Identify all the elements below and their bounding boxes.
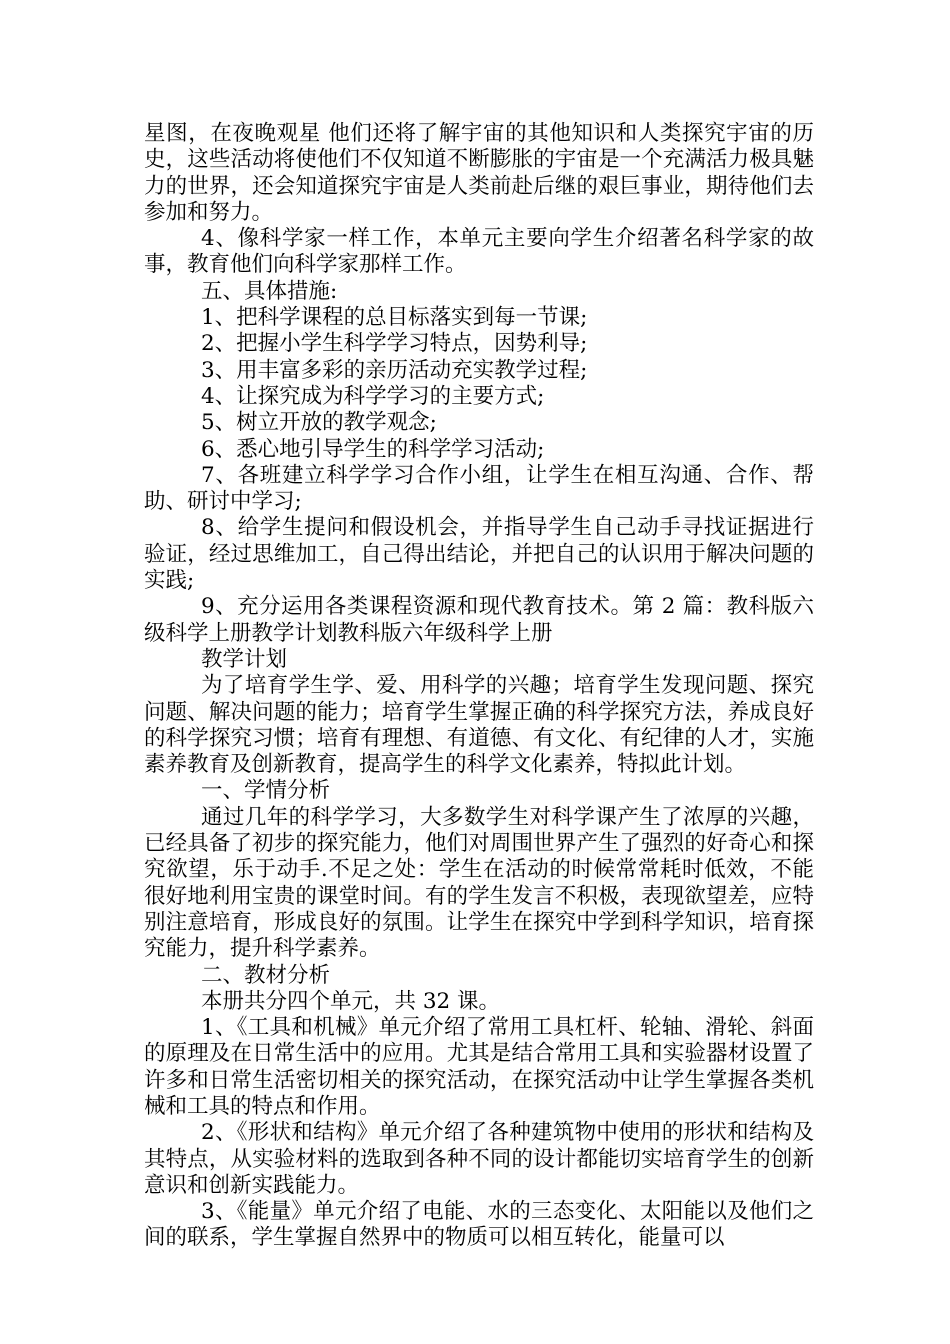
section-heading: 五、具体措施:: [201, 278, 338, 304]
section-heading: 二、教材分析: [201, 962, 331, 988]
list-item: 2、《形状和结构》单元介绍了各种建筑物中使用的形状和结构及其特点，从实验材料的选取到各种不同的设计都能切实培育学生的创新意识和创新实践能力。: [144, 1120, 814, 1198]
list-item: 3、用丰富多彩的亲历活动充实教学过程;: [201, 357, 588, 383]
list-item: 2、把握小学生科学学习特点，因势利导;: [201, 331, 588, 357]
list-item: 7、各班建立科学学习合作小组，让学生在相互沟通、合作、帮助、研讨中学习;: [144, 462, 814, 515]
document-page: [144, 121, 814, 1252]
paragraph: 通过几年的科学学习，大多数学生对科学课产生了浓厚的兴趣，已经具备了初步的探究能力，他们对周围世界产生了强烈的好奇心和探究欲望，乐于动手.不足之处：学生在活动的时候常常耗时低效，不能很好地利用宝贵的课堂时间。有的学生发言不积极，表现欲望差，应特别注意培育，形成良好的氛围。让学生在探究中学到科学知识，培育探究能力，提升科学素养。: [144, 804, 814, 962]
section-heading: 教学计划: [201, 646, 288, 672]
section-heading: 一、学情分析: [201, 778, 331, 804]
list-item: 9、充分运用各类课程资源和现代教育技术。第 2 篇：教科版六级科学上册教学计划教科版六年级科学上册: [144, 594, 814, 646]
paragraph: 4、像科学家一样工作，本单元主要向学生介绍著名科学家的故事，教育他们向科学家那样工作。: [144, 226, 814, 278]
list-item: 8、给学生提问和假设机会，并指导学生自己动手寻找证据进行验证，经过思维加工，自己得出结论，并把自己的认识用于解决问题的实践;: [144, 515, 814, 594]
list-item: 5、树立开放的教学观念;: [201, 410, 437, 436]
list-item: 3、《能量》单元介绍了电能、水的三态变化、太阳能以及他们之间的联系，学生掌握自然界中的物质可以相互转化，能量可以: [144, 1199, 814, 1251]
list-item: 4、让探究成为科学学习的主要方式;: [201, 383, 545, 409]
list-item: 1、《工具和机械》单元介绍了常用工具杠杆、轮轴、滑轮、斜面的原理及在日常生活中的应用。尤其是结合常用工具和实验器材设置了许多和日常生活密切相关的探究活动，在探究活动中让学生掌握各类机械和工具的特点和作用。: [144, 1015, 814, 1119]
list-item: 1、把科学课程的总目标落实到每一节课;: [201, 305, 588, 331]
list-item: 6、悉心地引导学生的科学学习活动;: [201, 436, 545, 462]
paragraph: 星图，在夜晚观星 他们还将了解宇宙的其他知识和人类探究宇宙的历史，这些活动将使他们不仅知道不断膨胀的宇宙是一个充满活力极具魅力的世界，还会知道探究宇宙是人类前赴后继的艰巨事业，期待他们去参加和努力。: [144, 121, 814, 225]
paragraph: 为了培育学生学、爱、用科学的兴趣；培育学生发现问题、探究问题、解决问题的能力；培育学生掌握正确的科学探究方法，养成良好的科学探究习惯；培育有理想、有道德、有文化、有纪律的人才，实施素养教育及创新教育，提高学生的科学文化素养，特拟此计划。: [144, 673, 814, 778]
paragraph: 本册共分四个单元，共 32 课。: [201, 988, 501, 1014]
